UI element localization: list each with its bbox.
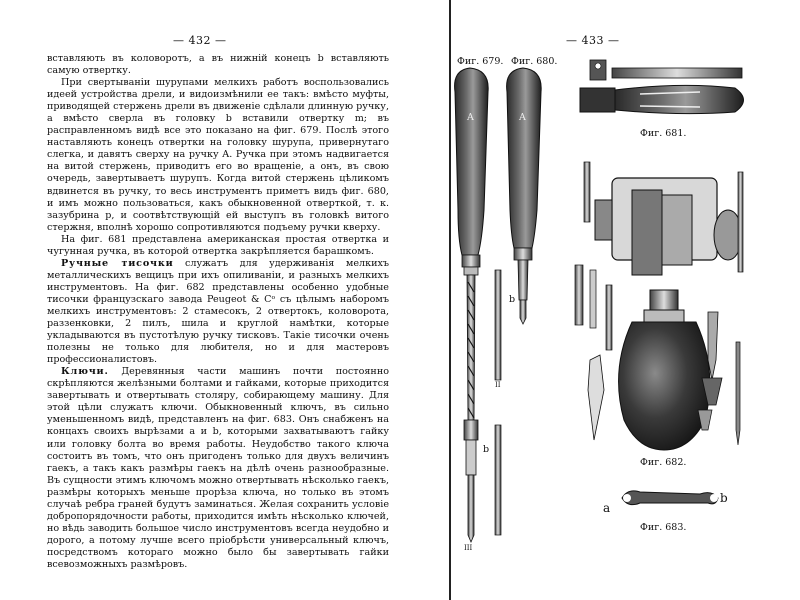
fig-681-american-screwdriver (580, 60, 744, 114)
left-page-number: — 432 — (173, 34, 227, 47)
wrench-letter-a: a (603, 501, 611, 515)
fig-682-caption: Фиг. 682. (640, 457, 687, 468)
hand-vise-body: служатъ для удерживанія мелкихъ металлическихъ вещицъ при ихъ опиливаніи, и разныхъ мелкихъ инструментовъ. На фиг. 682 представлены особенно удобные тисочки французскаго завода Peugeot & Cᵒ съ цѣлымъ наборомъ мелкихъ инструментовъ: 2 стамесокъ, 2 отвертокъ, коловорота, раззенковки, 2 пилъ, шила и круглой намѣтки, которые укладываются въ пустотѣлую ручку тисковъ. Такіе тисочки очень полезны не только для любителя, но и для мастеровъ профессионалистовъ. (47, 257, 389, 366)
letter-b-680: b (509, 294, 516, 305)
loose-bits (495, 270, 501, 535)
fig-680-caption: Фиг. 680. (511, 56, 558, 67)
fig-679-caption: Фиг. 679. (457, 56, 504, 67)
fig-681-caption: Фиг. 681. (640, 128, 687, 139)
fig-679-spiral-screwdriver (455, 68, 489, 542)
fig-680-screwdriver-retracted (507, 68, 542, 324)
fig-682-hand-vise (595, 178, 742, 450)
paragraph-continuation: вставляють въ коловоротъ, а въ нижній конецъ b вставляють самую отвертку. (47, 53, 389, 77)
wrenches-body: Деревянныя части машинъ почти постоянно скрѣпляются желѣзными болтами и гайками, которые приходится завертывать и отвертывать столяру, собирающему машину. Для этой цѣли служатъ ключи. Обыкновенный ключъ, въ сильно уменьшенномъ видѣ, представленъ на фиг. 683. Онъ снабженъ на концахъ своихъ вырѣзами a и b, которыми захватываютъ гайку или головку болта во время работы. Неудобство такого ключа состоитъ въ томъ, что онъ пригоденъ только для двухъ величинъ гаекъ, а такъ какъ размѣры гаекъ на дѣлѣ очень разнообразные. Въ сущности этимъ ключомъ можно отвертывать нѣсколько гаекъ, размѣры которыхъ меньше прорѣза ключа, но только въ этомъ случаѣ ребра граней будутъ заминаться. Желая сохранить условіе добропорядочности работы, приходится имѣть нѣсколько ключей, но вѣдь заводить большое число инструментовъ всегда неудобно и дорого, а потому лучше всего пріобрѣсти универсальный ключъ, посредствомъ котораго можно было бы завертывать гайки всевозможныхъ размѣровъ. (47, 366, 389, 570)
wrench-letter-b: b (720, 491, 728, 505)
fig-683-wrench (622, 491, 718, 505)
right-page-number: — 433 — (566, 34, 620, 47)
handle-letter-a-679: A (467, 112, 474, 123)
paragraph-drill-screwdriver: При свертываніи шурупами мелкихъ работъ воспользовались идеей устройства дрели, и видоизмѣнили ее такъ: вмѣсто муфты, приводящей стержень дрели въ движеніе сдѣлали длинную ручку, а вмѣсто сверла въ головку b вставили отвертку m; въ расправленномъ видѣ все это показано на фиг. 679. Послѣ этого наставляють конецъ отвертки на головку шурупа, привернутаго слегка, и давятъ сверху на ручку A. Ручка при этомъ надвигается на витой стержень, приводитъ его во вращеніе, а онъ, въ свою очередь, завертываетъ шурупъ. Когда витой стержень цѣликомъ вдвинется въ ручку, то весь инструментъ приметъ видъ фиг. 680, и имъ можно пользоваться, какъ обыкновенной отверткой, т. к. зазубрина p, и соотвѣтствующій ей выступъ въ головкѣ витого стержня, вполнѣ хорошо сопротивляются подъему ручки кверху. (47, 77, 389, 233)
fig-683-caption: Фиг. 683. (640, 522, 687, 533)
handle-letter-a-680: A (519, 112, 526, 123)
letter-b-679: b (483, 444, 490, 455)
bit-label-ii: II (495, 381, 501, 389)
wrenches-heading: Ключи. (61, 366, 109, 378)
paragraph-american-screwdriver: На фиг. 681 представлена американская простая отвертка и чугунная ручка, въ которой отвертка закрѣпляется барашкомъ. (47, 233, 389, 257)
hand-vise-heading: Ручные тисочки (61, 257, 174, 269)
bit-label-iii: III (464, 544, 473, 552)
